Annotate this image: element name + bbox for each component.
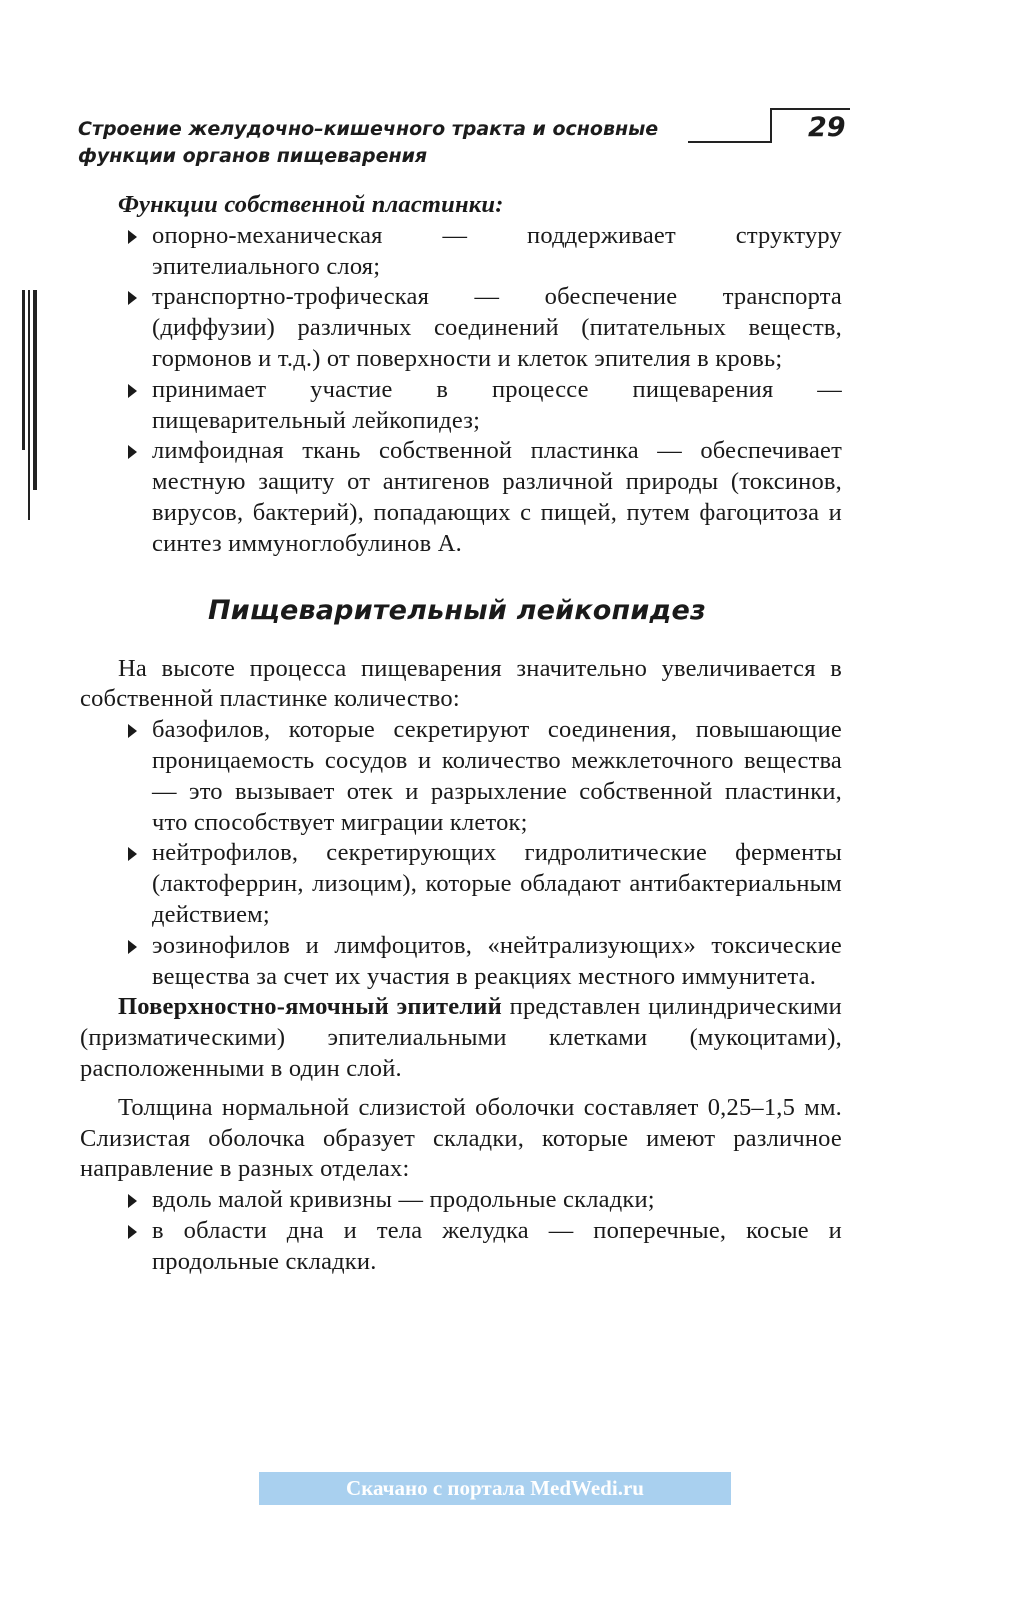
header-rule [688,141,770,143]
list-item: лимфоидная ткань собственной пластинка — обеспечивает местную защиту от антигенов различной природы (токсинов, вирусов, бактерий), попадающих с пищей, путем фагоцитоза и синтез иммуноглобулинов А. [80,436,842,559]
list-item: транспортно-трофическая — обеспечение транспорта (диффузии) различных соединений (питательных веществ, гормонов и т.д.) от поверхности и клеток эпителия в кровь; [80,282,842,374]
running-header-line-2: функции органов пищеварения [78,145,428,167]
bullet-arrow-icon [128,291,137,305]
header-corner-vertical [770,108,772,143]
bullet-arrow-icon [128,384,137,398]
epithelium-term: Поверхностно-ямочный эпителий [118,993,502,1021]
list-item: принимает участие в процессе пищеварения — пищеварительный лейкопидез; [80,375,842,437]
bullet-arrow-icon [128,230,137,244]
list-item: в области дна и тела желудка — поперечные, косые и продольные складки. [80,1216,842,1278]
cells-list [80,715,842,992]
running-header-line-1: Строение желудочно–кишечного тракта и основные [78,118,659,140]
bullet-arrow-icon [128,445,137,459]
page-number: 29 [808,112,846,143]
thickness-paragraph: Толщина нормальной слизистой оболочки составляет 0,25–1,5 мм. Слизистая оболочка образует складки, которые имеют различное направление в разных отделах: [80,1093,842,1183]
bullet-arrow-icon [128,847,137,861]
list-item: нейтрофилов, секретирующих гидролитические ферменты (лактоферрин, лизоцим), которые обладают антибактериальным действием; [80,838,842,930]
list-item: опорно-механическая — поддерживает структуру эпителиального слоя; [80,221,842,283]
block-heading: Функции собственной пластинки: [118,191,504,218]
bullet-arrow-icon [128,724,137,738]
list-item: вдоль малой кривизны — продольные складки; [80,1185,842,1216]
section-intro: На высоте процесса пищеварения значительно увеличивается в собственной пластинке количество: [80,654,842,713]
watermark-banner: Скачано с портала MedWedi.ru [259,1472,731,1505]
running-header [78,116,858,170]
list-item: эозинофилов и лимфоцитов, «нейтрализующих» токсические вещества за счет их участия в реакциях местного иммунитета. [80,931,842,993]
scan-artifact [22,290,40,560]
section-title: Пищеварительный лейкопидез [208,594,706,626]
list-item: базофилов, которые секретируют соединения, повышающие проницаемость сосудов и количество межклеточного вещества — это вызывает отек и разрыхление собственной пластинки, что способствует миграции клеток; [80,715,842,838]
bullet-arrow-icon [128,1225,137,1239]
folds-list [80,1185,842,1277]
page-content [80,190,842,1278]
bullet-arrow-icon [128,940,137,954]
bullet-arrow-icon [128,1194,137,1208]
functions-list [80,221,842,560]
header-corner-top [770,108,850,110]
epithelium-paragraph: Поверхностно-ямочный эпителий представлен цилиндрическими (призматическими) эпителиальными клетками (мукоцитами), расположенными в один слой. [80,993,842,1082]
